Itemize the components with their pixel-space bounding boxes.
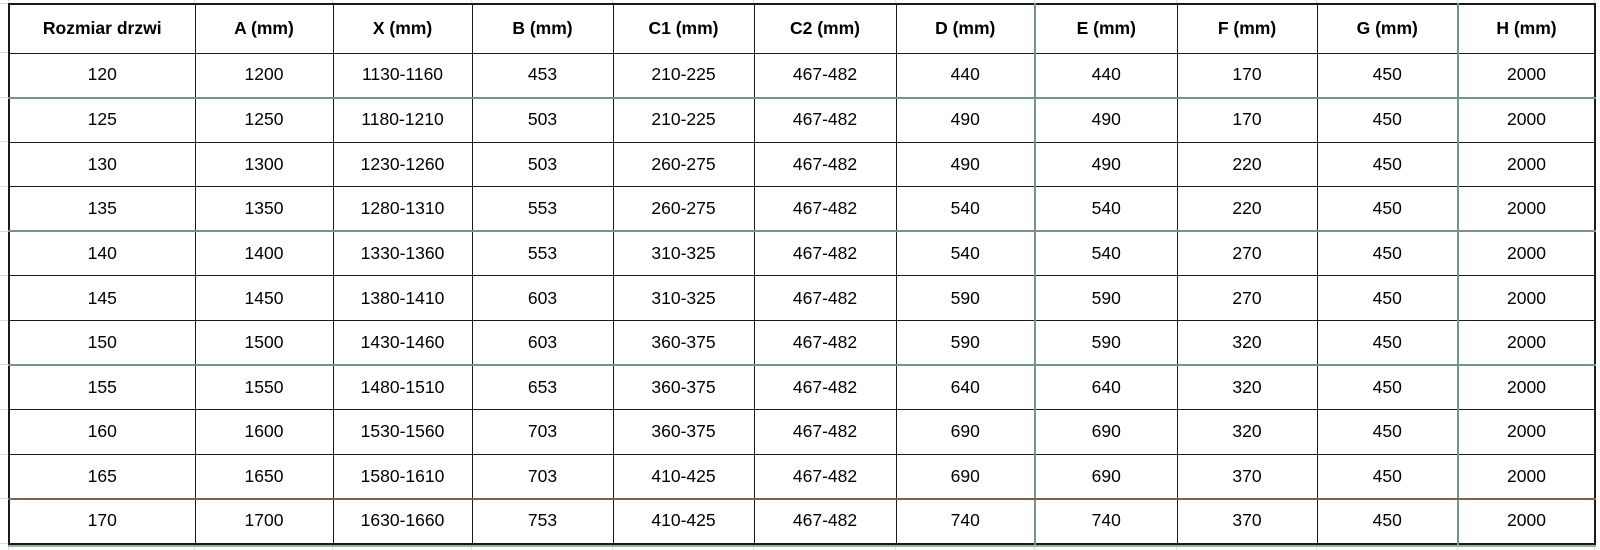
column-header: H (mm) (1458, 4, 1595, 53)
table-cell: 1550 (195, 365, 333, 410)
table-cell: 310-325 (613, 276, 754, 321)
table-cell: 640 (1035, 365, 1177, 410)
table-cell: 467-482 (754, 276, 896, 321)
table-row (9, 231, 1595, 276)
table-cell: 467-482 (754, 321, 896, 366)
table-cell: 210-225 (613, 98, 754, 143)
table-cell: 2000 (1458, 142, 1595, 187)
table-cell: 640 (896, 365, 1035, 410)
table-cell: 540 (896, 187, 1035, 232)
table-cell: 360-375 (613, 410, 754, 455)
table-cell: 220 (1177, 187, 1317, 232)
table-cell: 450 (1317, 231, 1458, 276)
table-cell: 2000 (1458, 410, 1595, 455)
gridline-stub (0, 186, 8, 187)
table-cell: 1580-1610 (333, 454, 472, 499)
table-cell: 310-325 (613, 231, 754, 276)
gridline-stub (0, 364, 8, 365)
table-cell: 703 (472, 454, 613, 499)
column-header: C1 (mm) (613, 4, 754, 53)
table-cell: 467-482 (754, 454, 896, 499)
table-cell: 1530-1560 (333, 410, 472, 455)
table-row (9, 142, 1595, 187)
table-cell: 450 (1317, 53, 1458, 98)
table-cell: 2000 (1458, 187, 1595, 232)
table-cell: 1280-1310 (333, 187, 472, 232)
table-row (9, 187, 1595, 232)
table-row (9, 53, 1595, 98)
table-cell: 170 (9, 499, 195, 544)
table-cell: 653 (472, 365, 613, 410)
column-header: C2 (mm) (754, 4, 896, 53)
table-cell: 1180-1210 (333, 98, 472, 143)
table-cell: 2000 (1458, 276, 1595, 321)
table-cell: 450 (1317, 98, 1458, 143)
table-cell: 1200 (195, 53, 333, 98)
gridline-stub (0, 3, 8, 4)
table-cell: 540 (896, 231, 1035, 276)
gridline-stub (0, 231, 8, 232)
table-cell: 1450 (195, 276, 333, 321)
table-cell: 450 (1317, 499, 1458, 544)
table-cell: 590 (1035, 321, 1177, 366)
table-cell: 1480-1510 (333, 365, 472, 410)
table-cell: 160 (9, 410, 195, 455)
gridline-stub (0, 543, 8, 544)
table-cell: 320 (1177, 321, 1317, 366)
table-cell: 320 (1177, 410, 1317, 455)
column-header: B (mm) (472, 4, 613, 53)
table-cell: 270 (1177, 276, 1317, 321)
table-cell: 210-225 (613, 53, 754, 98)
table-cell: 590 (896, 276, 1035, 321)
table-cell: 120 (9, 53, 195, 98)
spec-table (8, 3, 1596, 545)
table-cell: 467-482 (754, 499, 896, 544)
table-cell: 450 (1317, 321, 1458, 366)
table-cell: 603 (472, 321, 613, 366)
table-cell: 1380-1410 (333, 276, 472, 321)
table-cell: 603 (472, 276, 613, 321)
table-cell: 1330-1360 (333, 231, 472, 276)
table-cell: 1430-1460 (333, 321, 472, 366)
header-row (9, 4, 1595, 53)
table-cell: 2000 (1458, 499, 1595, 544)
column-header: Rozmiar drzwi (9, 4, 195, 53)
table-body (9, 53, 1595, 544)
table-cell: 540 (1035, 187, 1177, 232)
table-cell: 140 (9, 231, 195, 276)
table-cell: 1630-1660 (333, 499, 472, 544)
table-cell: 690 (896, 454, 1035, 499)
table-cell: 740 (1035, 499, 1177, 544)
table-cell: 360-375 (613, 321, 754, 366)
table-row (9, 499, 1595, 544)
table-cell: 360-375 (613, 365, 754, 410)
gridline-stub (0, 52, 8, 53)
table-cell: 740 (896, 499, 1035, 544)
table-cell: 590 (1035, 276, 1177, 321)
table-cell: 155 (9, 365, 195, 410)
table-cell: 1130-1160 (333, 53, 472, 98)
table-cell: 270 (1177, 231, 1317, 276)
table-cell: 450 (1317, 142, 1458, 187)
table-cell: 1500 (195, 321, 333, 366)
gridline-stub (0, 97, 8, 98)
table-row (9, 410, 1595, 455)
gridline-stub (0, 141, 8, 142)
table-cell: 1250 (195, 98, 333, 143)
table-cell: 145 (9, 276, 195, 321)
table-cell: 753 (472, 499, 613, 544)
table-cell: 125 (9, 98, 195, 143)
table-cell: 453 (472, 53, 613, 98)
table-cell: 1350 (195, 187, 333, 232)
table-cell: 490 (896, 142, 1035, 187)
gridline-stub (0, 320, 8, 321)
table-cell: 440 (1035, 53, 1177, 98)
table-cell: 165 (9, 454, 195, 499)
table-cell: 467-482 (754, 98, 896, 143)
table-cell: 370 (1177, 499, 1317, 544)
table-cell: 410-425 (613, 499, 754, 544)
table-cell: 130 (9, 142, 195, 187)
table-cell: 450 (1317, 410, 1458, 455)
table-cell: 490 (896, 98, 1035, 143)
gridline-stub (0, 498, 8, 499)
table-cell: 703 (472, 410, 613, 455)
table-cell: 690 (896, 410, 1035, 455)
table-cell: 450 (1317, 454, 1458, 499)
table-cell: 170 (1177, 53, 1317, 98)
table-cell: 220 (1177, 142, 1317, 187)
table-row (9, 98, 1595, 143)
column-header: X (mm) (333, 4, 472, 53)
column-header: G (mm) (1317, 4, 1458, 53)
table-cell: 2000 (1458, 365, 1595, 410)
table-cell: 503 (472, 142, 613, 187)
table-cell: 503 (472, 98, 613, 143)
table-cell: 170 (1177, 98, 1317, 143)
table-cell: 553 (472, 231, 613, 276)
table-cell: 2000 (1458, 231, 1595, 276)
bottom-gridline (8, 545, 1596, 547)
column-header: F (mm) (1177, 4, 1317, 53)
table-cell: 440 (896, 53, 1035, 98)
table-cell: 1600 (195, 410, 333, 455)
table-cell: 690 (1035, 454, 1177, 499)
table-cell: 2000 (1458, 53, 1595, 98)
table-cell: 467-482 (754, 410, 896, 455)
table-cell: 590 (896, 321, 1035, 366)
table-cell: 260-275 (613, 142, 754, 187)
gridline-stub (0, 409, 8, 410)
table-cell: 450 (1317, 187, 1458, 232)
table-cell: 450 (1317, 365, 1458, 410)
table-cell: 1400 (195, 231, 333, 276)
gridline-stub (0, 454, 8, 455)
table-row (9, 365, 1595, 410)
table-cell: 553 (472, 187, 613, 232)
table-cell: 2000 (1458, 98, 1595, 143)
table-row (9, 276, 1595, 321)
table-cell: 1700 (195, 499, 333, 544)
table-cell: 2000 (1458, 454, 1595, 499)
table-cell: 690 (1035, 410, 1177, 455)
table-cell: 1650 (195, 454, 333, 499)
table-cell: 540 (1035, 231, 1177, 276)
table-cell: 467-482 (754, 187, 896, 232)
table-cell: 1300 (195, 142, 333, 187)
table-cell: 490 (1035, 98, 1177, 143)
table-cell: 135 (9, 187, 195, 232)
table-cell: 320 (1177, 365, 1317, 410)
table-cell: 467-482 (754, 365, 896, 410)
table-cell: 2000 (1458, 321, 1595, 366)
table-row (9, 321, 1595, 366)
table-row (9, 454, 1595, 499)
table-cell: 467-482 (754, 142, 896, 187)
table-cell: 1230-1260 (333, 142, 472, 187)
table-cell: 467-482 (754, 231, 896, 276)
table-cell: 260-275 (613, 187, 754, 232)
table-cell: 150 (9, 321, 195, 366)
column-header: A (mm) (195, 4, 333, 53)
column-header: D (mm) (896, 4, 1035, 53)
table-cell: 410-425 (613, 454, 754, 499)
table-cell: 467-482 (754, 53, 896, 98)
table-cell: 450 (1317, 276, 1458, 321)
gridline-stub (0, 275, 8, 276)
table-cell: 370 (1177, 454, 1317, 499)
table-cell: 490 (1035, 142, 1177, 187)
column-header: E (mm) (1035, 4, 1177, 53)
table-header (9, 4, 1595, 53)
